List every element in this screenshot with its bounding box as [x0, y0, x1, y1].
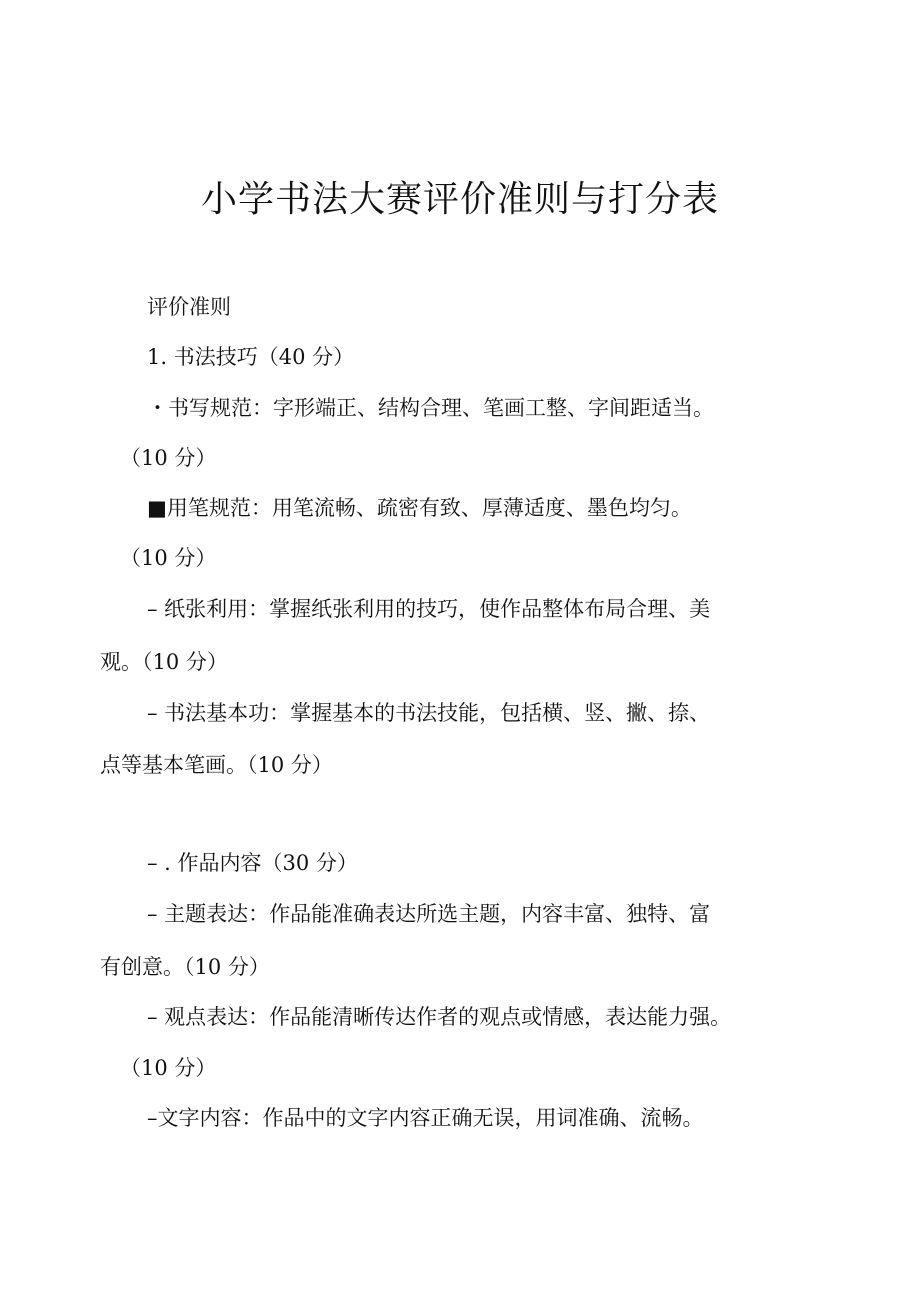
criterion-item-continued: 有创意。（10 分） [100, 955, 270, 979]
criterion-item: –文字内容：作品中的文字内容正确无误，用词准确、流畅。 [147, 1106, 704, 1130]
criterion-score: （10 分） [120, 446, 217, 470]
criterion-item: – 书法基本功：掌握基本的书法技能，包括横、竖、撇、捺、 [147, 701, 711, 725]
criterion-item-continued: 观。（10 分） [100, 650, 228, 674]
criterion-heading: 1. 书法技巧（40 分） [147, 345, 355, 369]
criterion-item: – 纸张利用：掌握纸张利用的技巧，使作品整体布局合理、美 [147, 597, 711, 621]
criterion-item: – 观点表达：作品能清晰传达作者的观点或情感，表达能力强。 [147, 1005, 732, 1029]
criterion-score: （10 分） [120, 546, 217, 570]
criterion-item: – 主题表达：作品能准确表达所选主题，内容丰富、独特、富 [147, 902, 711, 926]
criterion-score: （10 分） [120, 1056, 217, 1080]
criterion-heading: – . 作品内容（30 分） [147, 851, 358, 875]
criterion-item: ・书写规范：字形端正、结构合理、笔画工整、字间距适当。 [147, 396, 714, 420]
criterion-item-continued: 点等基本笔画。（10 分） [100, 753, 333, 777]
section-heading: 评价准则 [147, 295, 231, 319]
page-title: 小学书法大赛评价准则与打分表 [200, 179, 719, 220]
criterion-item: ■用笔规范：用笔流畅、疏密有致、厚薄适度、墨色均匀。 [147, 496, 692, 520]
